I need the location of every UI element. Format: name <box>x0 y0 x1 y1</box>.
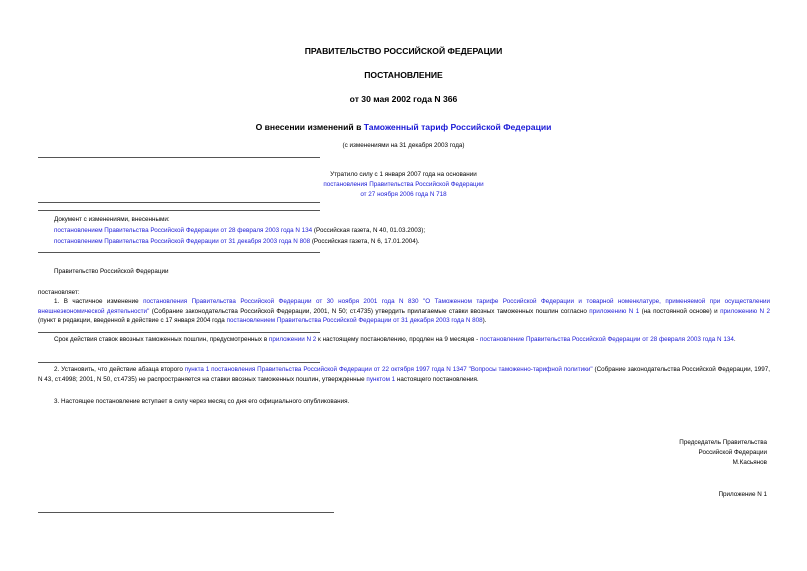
change-item-1-tail: (Российская газета, N 40, 01.03.2003); <box>312 227 426 234</box>
p1-link-appendix-1[interactable]: приложению N 1 <box>589 307 640 315</box>
pext-text-c: к настоящему постановлению, продлен на 9 месяцев - <box>316 336 480 343</box>
resolves: постановляет: <box>38 289 80 296</box>
p2-text-c: (Собрание законодательства Российской Федерации, 1997, N 43, ст.4998; 2001, N 50, ст.4735) не распространяется на ставки ввозных таможенных пошлин, утвержденные <box>38 366 770 383</box>
expired-line: Утратило силу с 1 января 2007 года на основании <box>330 171 477 178</box>
divider <box>38 210 320 211</box>
pext-text-e: . <box>733 336 736 343</box>
title-tariff-link[interactable]: Таможенный тариф Российской Федерации <box>363 122 552 132</box>
signature-position: Председатель Правительства <box>679 439 767 446</box>
paragraph-extension <box>38 335 770 345</box>
divider <box>38 202 320 203</box>
p1-text-c: (Собрание законодательства Российской Федерации, 2001, N 50; ст.4735) утвердить прилагаемые ставки ввозных таможенных пошлин согласно <box>149 307 590 315</box>
doc-date-number: от 30 мая 2002 года N 366 <box>349 94 458 104</box>
changes-intro: Документ с изменениями, внесенными: <box>54 216 170 223</box>
amended-note: (с изменениями на 31 декабря 2003 года) <box>342 142 465 149</box>
p2-text-e: настоящего постановления. <box>395 375 479 383</box>
expired-link-2[interactable]: от 27 ноября 2006 года N 718 <box>360 191 447 198</box>
divider <box>38 512 334 513</box>
paragraph-1 <box>38 297 770 326</box>
change-item-2-link[interactable]: постановлением Правительства Российской Федерации от 31 декабря 2003 года N 808 <box>54 238 311 245</box>
divider <box>38 157 320 158</box>
pext-link-appendix-2[interactable]: приложении N 2 <box>268 336 317 343</box>
paragraph-2 <box>38 365 770 384</box>
p2-link-item-1[interactable]: пунктом 1 <box>366 375 396 383</box>
p1-link-appendix-2[interactable]: приложению N 2 <box>720 307 770 315</box>
doc-type-heading: ПОСТАНОВЛЕНИЕ <box>364 70 443 80</box>
p1-text-a: 1. В частичное изменение <box>54 298 144 305</box>
p1-text-g: (пункт в редакции, введенной в действие с 17 января 2004 года <box>38 317 227 325</box>
change-item-1 <box>54 226 425 236</box>
p2-text-a: 2. Установить, что действие абзаца второго <box>54 366 185 373</box>
p1-link-decree-830[interactable]: постановления Правительства Российской Федерации от 30 ноября 2001 года N 830 "О Таможенном тарифе Российской Федерации и товарной номенклатуре, применяемой при осуществлении внешнеэкономической деятельности" <box>38 298 770 315</box>
change-item-1-link[interactable]: постановлением Правительства Российской Федерации от 28 февраля 2003 года N 134 <box>54 227 313 234</box>
divider <box>38 332 320 333</box>
pext-text-a: Срок действия ставок ввозных таможенных пошлин, предусмотренных в <box>54 336 269 343</box>
pext-link-decree-134[interactable]: постановление Правительства Российской Федерации от 28 февраля 2003 года N 134 <box>479 336 734 343</box>
issuer: Правительство Российской Федерации <box>54 268 169 275</box>
p1-text-e: (на постоянной основе) и <box>639 307 721 315</box>
appendix-label: Приложение N 1 <box>718 491 767 498</box>
expired-link-1[interactable]: постановления Правительства Российской Федерации <box>323 181 484 188</box>
divider <box>38 362 320 363</box>
title-prefix: О внесении изменений в <box>255 122 364 132</box>
p2-link-decree-1347[interactable]: пункта 1 постановления Правительства Российской Федерации от 22 октября 1997 года N 1347 "Вопросы таможенно-тарифной политики" <box>184 366 593 373</box>
paragraph-3: 3. Настоящее постановление вступает в силу через месяц со дня его официального опубликования. <box>54 398 350 405</box>
signature-country: Российской Федерации <box>698 449 767 456</box>
change-item-2-tail: (Российская газета, N 6, 17.01.2004). <box>310 238 420 245</box>
doc-title <box>0 122 807 132</box>
p1-link-decree-808[interactable]: постановлением Правительства Российской Федерации от 31 декабря 2003 года N 808 <box>226 317 483 325</box>
signature-name: М.Касьянов <box>732 459 767 466</box>
change-item-2 <box>54 237 420 247</box>
p1-text-i: ). <box>482 317 487 325</box>
divider <box>38 252 320 253</box>
government-heading: ПРАВИТЕЛЬСТВО РОССИЙСКОЙ ФЕДЕРАЦИИ <box>304 46 503 56</box>
